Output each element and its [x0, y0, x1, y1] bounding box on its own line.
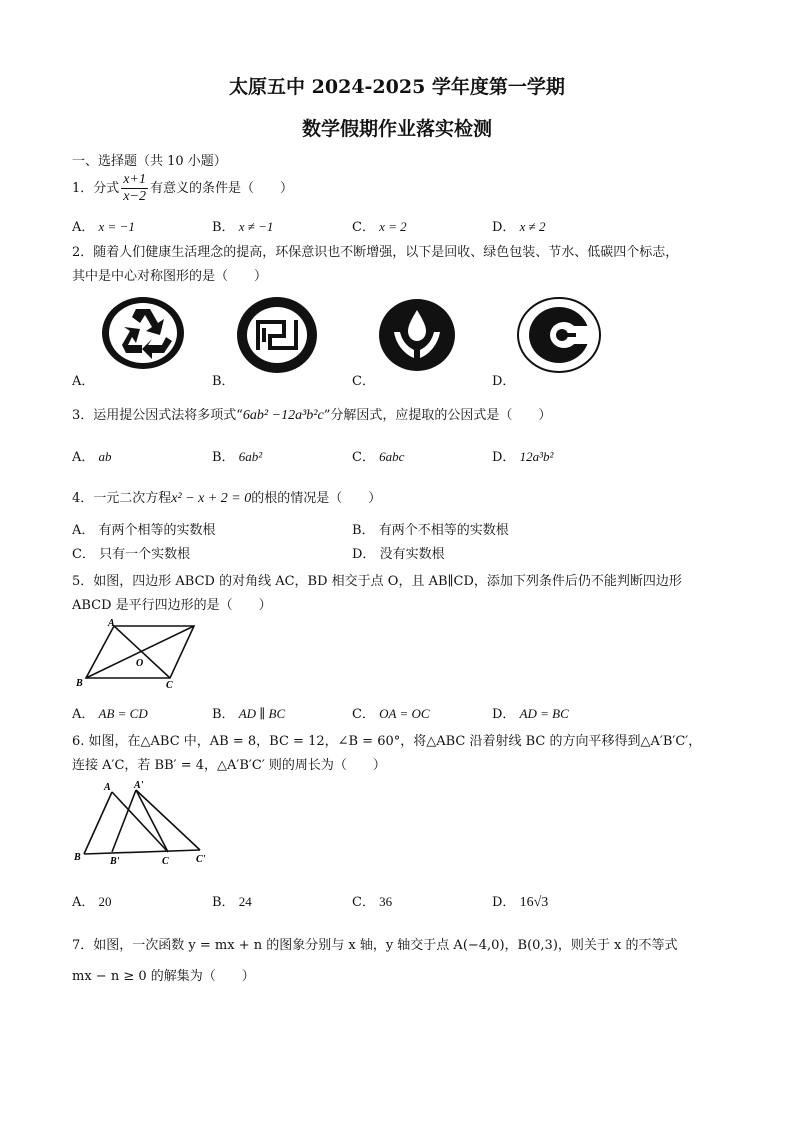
q5-line1: 5．如图，四边形 ABCD 的对角线 AC，BD 相交于点 O，且 AB∥CD，添加下列条件后仍不能判断四边形 [72, 574, 682, 589]
q2-label-b: B． [212, 374, 235, 389]
q4-equation: x² − x + 2 = 0 [171, 491, 252, 506]
q5-parallelogram-figure [74, 616, 204, 690]
q2-label-a: A． [72, 374, 95, 389]
q5-option-d: D． AD = BC [492, 706, 569, 722]
q3-option-d: D． 12a³b² [492, 449, 554, 465]
q3-suffix: ”分解因式，应提取的公因式是（ ） [323, 408, 552, 423]
q3-option-b: B． 6ab² [212, 449, 263, 465]
q4-option-b: B． 有两个不相等的实数根 [352, 523, 509, 538]
q1-numerator: x+1 [123, 172, 146, 187]
q5-option-c: C． OA = OC [352, 706, 430, 722]
section-heading: 一、选择题（共 10 小题） [72, 154, 227, 169]
q2-label-d: D． [492, 374, 516, 389]
q4-option-a: A． 有两个相等的实数根 [72, 523, 216, 538]
q2-line2: 其中是中心对称图形的是（ ） [72, 269, 268, 284]
q6-label-a: A [104, 782, 111, 793]
q5-option-b: B． AD ∥ BC [212, 706, 286, 722]
q7-line1: 7．如图，一次函数 y = mx + n 的图象分别与 x 轴，y 轴交于点 A(−4,0)，B(0,3)，则关于 x 的不等式 [72, 938, 678, 953]
q4-prefix: 4．一元二次方程 [72, 491, 172, 506]
q1-denominator: x−2 [123, 189, 146, 204]
q1-option-a: A． x = −1 [72, 219, 135, 235]
q2-label-c: C． [352, 374, 375, 389]
q4-option-d: D． 没有实数根 [352, 547, 445, 562]
q5-line2: ABCD 是平行四边形的是（ ） [72, 598, 272, 613]
q6-triangle-figure [74, 778, 214, 866]
exam-subtitle: 数学假期作业落实检测 [301, 118, 492, 140]
q6-label-c: C [162, 856, 169, 866]
q6-label-b-prime: B' [110, 856, 120, 866]
q1-option-c: C． x = 2 [352, 219, 407, 235]
q3-polynomial: 6ab² −12a³b²c [242, 408, 324, 423]
q1-fraction [121, 172, 148, 205]
q7-line2: mx − n ≥ 0 的解集为（ ） [72, 969, 255, 984]
q5-label-b: B [76, 678, 83, 689]
exam-title: 太原五中 2024-2025 学年度第一学期 [229, 76, 565, 98]
q3-prefix: 3．运用提公因式法将多项式“ [72, 408, 243, 423]
q5-label-a: A [108, 618, 115, 629]
q6-line1: 6. 如图，在△ABC 中，AB = 8，BC = 12，∠B = 60°，将△ABC 沿着射线 BC 的方向平移得到△A′B′C′， [72, 734, 702, 749]
green-package-icon [236, 296, 318, 374]
question-4 [72, 487, 381, 507]
q6-option-a: A． 20 [72, 894, 112, 910]
q6-option-b: B． 24 [212, 894, 252, 910]
q6-option-c: C． 36 [352, 894, 393, 910]
q4-option-c: C． 只有一个实数根 [72, 547, 191, 562]
q6-label-a-prime: A' [134, 780, 144, 791]
q1-option-d: D． x ≠ 2 [492, 219, 546, 235]
question-1 [72, 172, 293, 205]
q5-label-c: C [166, 680, 173, 690]
q4-suffix: 的根的情况是（ ） [251, 491, 382, 506]
q6-label-b: B [74, 852, 81, 863]
low-carbon-icon [516, 296, 602, 374]
question-3 [72, 404, 551, 424]
q1-suffix: 有意义的条件是（ ） [149, 181, 293, 196]
water-saving-icon [378, 298, 456, 372]
q3-option-c: C． 6abc [352, 449, 405, 465]
q3-option-a: A． ab [72, 449, 112, 465]
q6-option-d: D． 16√3 [492, 895, 549, 910]
q5-label-o: O [136, 658, 144, 669]
q2-line1: 2．随着人们健康生活理念的提高，环保意识也不断增强，以下是回收、绿色包装、节水、低碳四个标志， [72, 245, 679, 260]
recycle-icon [100, 295, 186, 371]
q5-option-a: A． AB = CD [72, 706, 148, 722]
q6-line2: 连接 A′C，若 BB′ = 4，△A′B′C′ 则的周长为（ ） [72, 758, 386, 773]
q1-option-b: B． x ≠ −1 [212, 219, 274, 235]
q1-prefix: 1．分式 [72, 181, 120, 196]
q6-label-c-prime: C' [196, 854, 206, 865]
